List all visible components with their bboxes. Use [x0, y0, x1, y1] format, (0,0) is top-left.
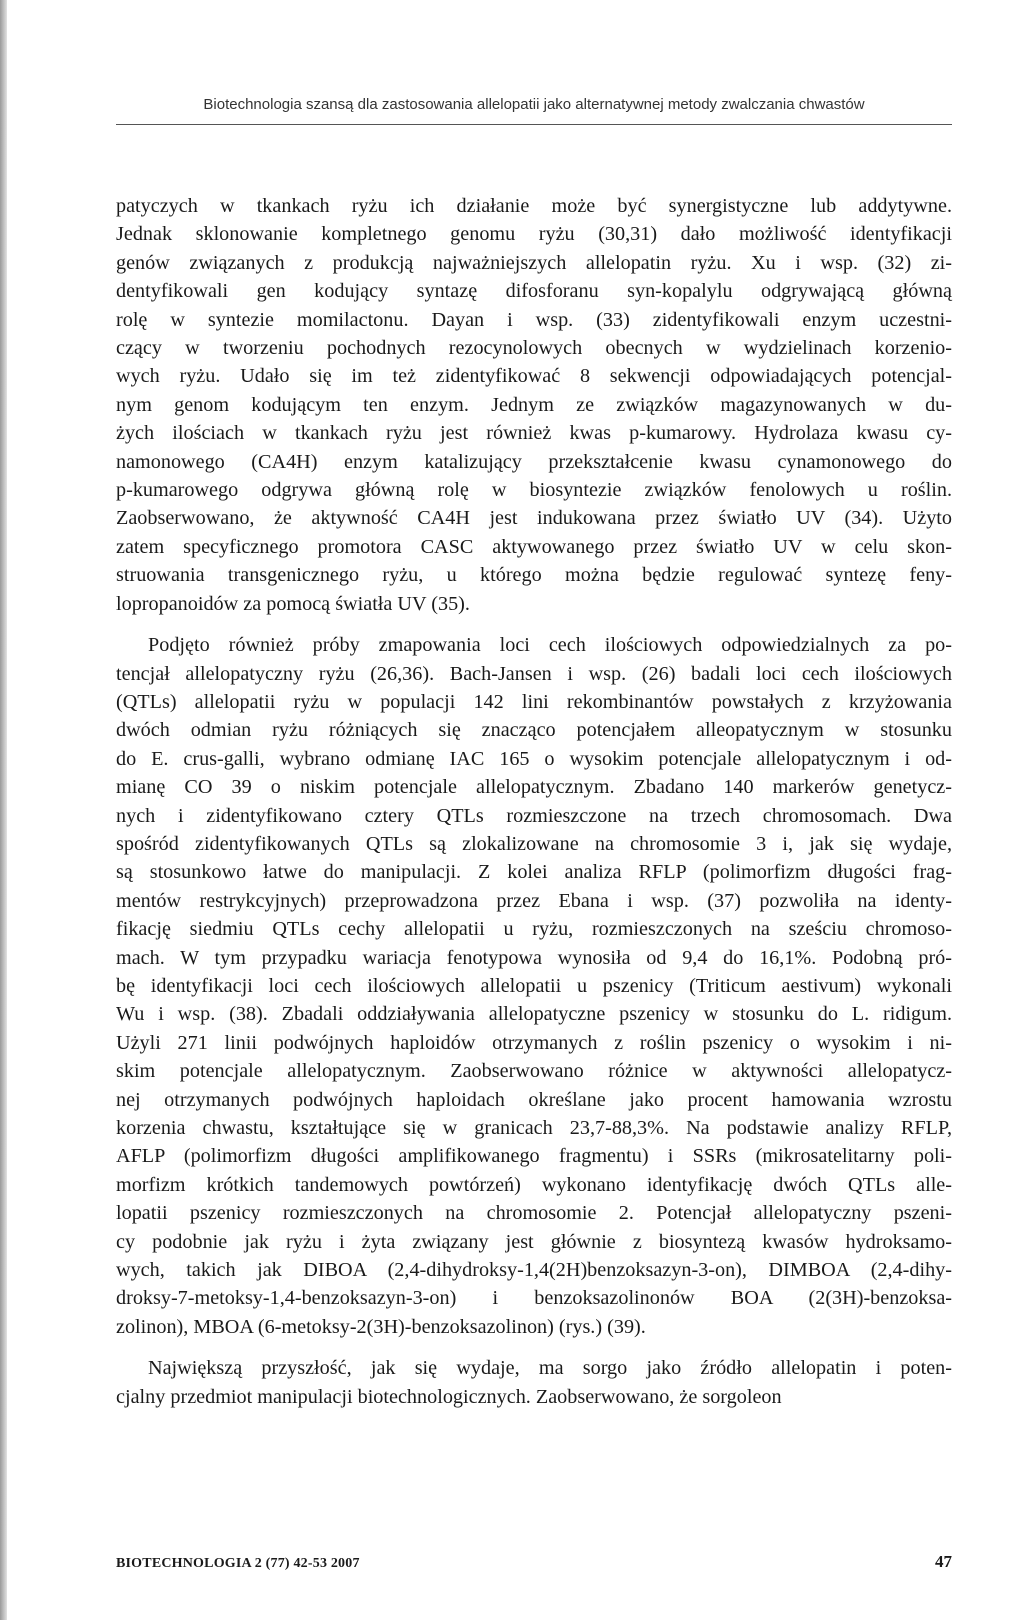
- text-line: nym genom kodującym ten enzym. Jednym ze związków magazynowanych w du-: [116, 393, 952, 416]
- text-line: zatem specyficznego promotora CASC aktywowanego przez światło UV w celu skon-: [116, 535, 952, 558]
- text-line: rolę w syntezie momilactonu. Dayan i wsp. (33) zidentyfikowali enzym uczestni-: [116, 308, 952, 331]
- text-line: mach. W tym przypadku wariacja fenotypowa wynosiła od 9,4 do 16,1%. Podobną pró-: [116, 946, 952, 969]
- paragraph-1: [116, 192, 952, 618]
- text-line: nych i zidentyfikowano cztery QTLs rozmieszczone na trzech chromosomach. Dwa: [116, 804, 952, 827]
- text-line: cy podobnie jak ryżu i żyta związany jest głównie z biosyntezą kwasów hydroksamo-: [116, 1230, 952, 1253]
- text-line: korzenia chwastu, kształtujące się w granicach 23,7-88,3%. Na podstawie analizy RFLP,: [116, 1117, 952, 1139]
- text-line: czący w tworzeniu pochodnych rezocynolowych obecnych w wydzielinach korzenio-: [116, 337, 952, 360]
- text-line: droksy-7-metoksy-1,4-benzoksazyn-3-on) i benzoksazolinonów BOA (2(3H)-benzoksa-: [116, 1287, 952, 1310]
- text-line: spośród zidentyfikowanych QTLs są zlokalizowane na chromosomie 3 i, jak się wydaje,: [116, 832, 952, 855]
- text-line: bę identyfikacji loci cech ilościowych allelopatii u pszenicy (Triticum aestivum) wykonali: [116, 974, 952, 997]
- text-line: morfizm krótkich tandemowych powtórzeń) wykonano identyfikację dwóch QTLs alle-: [116, 1173, 952, 1196]
- article-body: [116, 192, 952, 1411]
- text-line: p-kumarowego odgrywa główną rolę w biosyntezie związków fenolowych u roślin.: [116, 479, 952, 502]
- paragraph-3: [116, 1354, 952, 1411]
- text-line: dwóch odmian ryżu różniących się znacząco potencjałem alleopatycznym w stosunku: [116, 719, 952, 742]
- header-rule: [116, 124, 952, 125]
- text-line: wych ryżu. Udało się im też zidentyfikować 8 sekwencji odpowiadających potencjal-: [116, 365, 952, 388]
- text-line: wych, takich jak DIBOA (2,4-dihydroksy-1,4(2H)benzoksazyn-3-on), DIMBOA (2,4-dihy-: [116, 1259, 952, 1282]
- paragraph-gap: [116, 618, 952, 631]
- text-line: do E. crus-galli, wybrano odmianę IAC 165 o wysokim potencjale allelopatycznym i od-: [116, 747, 952, 770]
- text-line: AFLP (polimorfizm długości amplifikowanego fragmentu) i SSRs (mikrosatelitarny poli-: [116, 1145, 952, 1168]
- text-line: namonowego (CA4H) enzym katalizujący przekształcenie kwasu cynamonowego do: [116, 450, 952, 473]
- text-line: lopatii pszenicy rozmieszczonych na chromosomie 2. Potencjał allelopatyczny pszeni-: [116, 1202, 952, 1225]
- text-line: struowania transgenicznego ryżu, u którego można będzie regulować syntezę feny-: [116, 564, 952, 587]
- text-line: żych ilościach w tkankach ryżu jest również kwas p-kumarowy. Hydrolaza kwasu cy-: [116, 422, 952, 445]
- text-line: Największą przyszłość, jak się wydaje, ma sorgo jako źródło allelopatin i poten-: [148, 1357, 952, 1380]
- journal-citation: BIOTECHNOLOGIA 2 (77) 42-53 2007: [116, 1556, 360, 1571]
- text-line: są stosunkowo łatwe do manipulacji. Z kolei analiza RFLP (polimorfizm długości frag-: [116, 861, 952, 884]
- text-line: tencjał allelopatyczny ryżu (26,36). Bach-Jansen i wsp. (26) badali loci cech ilościowych: [116, 662, 952, 685]
- paragraph-2: [116, 631, 952, 1341]
- running-header: Biotechnologia szansą dla zastosowania allelopatii jako alternatywnej metody zwalczania chwastów: [203, 96, 865, 113]
- text-line: dentyfikowali gen kodujący syntazę difosforanu syn-kopalylu odgrywającą główną: [116, 280, 952, 303]
- text-line: mentów restrykcyjnych) przeprowadzona przez Ebana i wsp. (37) pozwoliła na identy-: [116, 889, 952, 912]
- text-line: patyczych w tkankach ryżu ich działanie może być synergistyczne lub addytywne.: [116, 195, 952, 217]
- text-line: Zaobserwowano, że aktywność CA4H jest indukowana przez światło UV (34). Użyto: [116, 507, 952, 530]
- text-line: Podjęto również próby zmapowania loci cech ilościowych odpowiedzialnych za po-: [148, 634, 952, 657]
- text-line: (QTLs) allelopatii ryżu w populacji 142 lini rekombinantów powstałych z krzyżowania: [116, 690, 952, 713]
- text-line: Wu i wsp. (38). Zbadali oddziaływania allelopatyczne pszenicy w stosunku do L. ridigum.: [116, 1003, 952, 1026]
- text-line: genów związanych z produkcją najważniejszych allelopatin ryżu. Xu i wsp. (32) zi-: [116, 251, 952, 274]
- text-line: nej otrzymanych podwójnych haploidach określane jako procent hamowania wzrostu: [116, 1088, 952, 1111]
- text-line: zolinon), MBOA (6-metoksy-2(3H)-benzoksazolinon) (rys.) (39).: [116, 1315, 646, 1338]
- page-number: 47: [935, 1552, 952, 1571]
- text-line: Jednak sklonowanie kompletnego genomu ryżu (30,31) dało możliwość identyfikacji: [116, 223, 952, 246]
- text-line: mianę CO 39 o niskim potencjale allelopatycznym. Zbadano 140 markerów genetycz-: [116, 776, 952, 799]
- text-line: lopropanoidów za pomocą światła UV (35).: [116, 592, 470, 615]
- page-spine-shadow: [0, 0, 7, 1620]
- text-line: cjalny przedmiot manipulacji biotechnologicznych. Zaobserwowano, że sorgoleon: [116, 1385, 782, 1408]
- paragraph-gap: [116, 1341, 952, 1354]
- text-line: skim potencjale allelopatycznym. Zaobserwowano różnice w aktywności allelopatycz-: [116, 1060, 952, 1083]
- text-line: fikację siedmiu QTLs cechy allelopatii u ryżu, rozmieszczonych na sześciu chromoso-: [116, 918, 952, 941]
- text-line: Użyli 271 linii podwójnych haploidów otrzymanych z roślin pszenicy o wysokim i ni-: [116, 1031, 952, 1054]
